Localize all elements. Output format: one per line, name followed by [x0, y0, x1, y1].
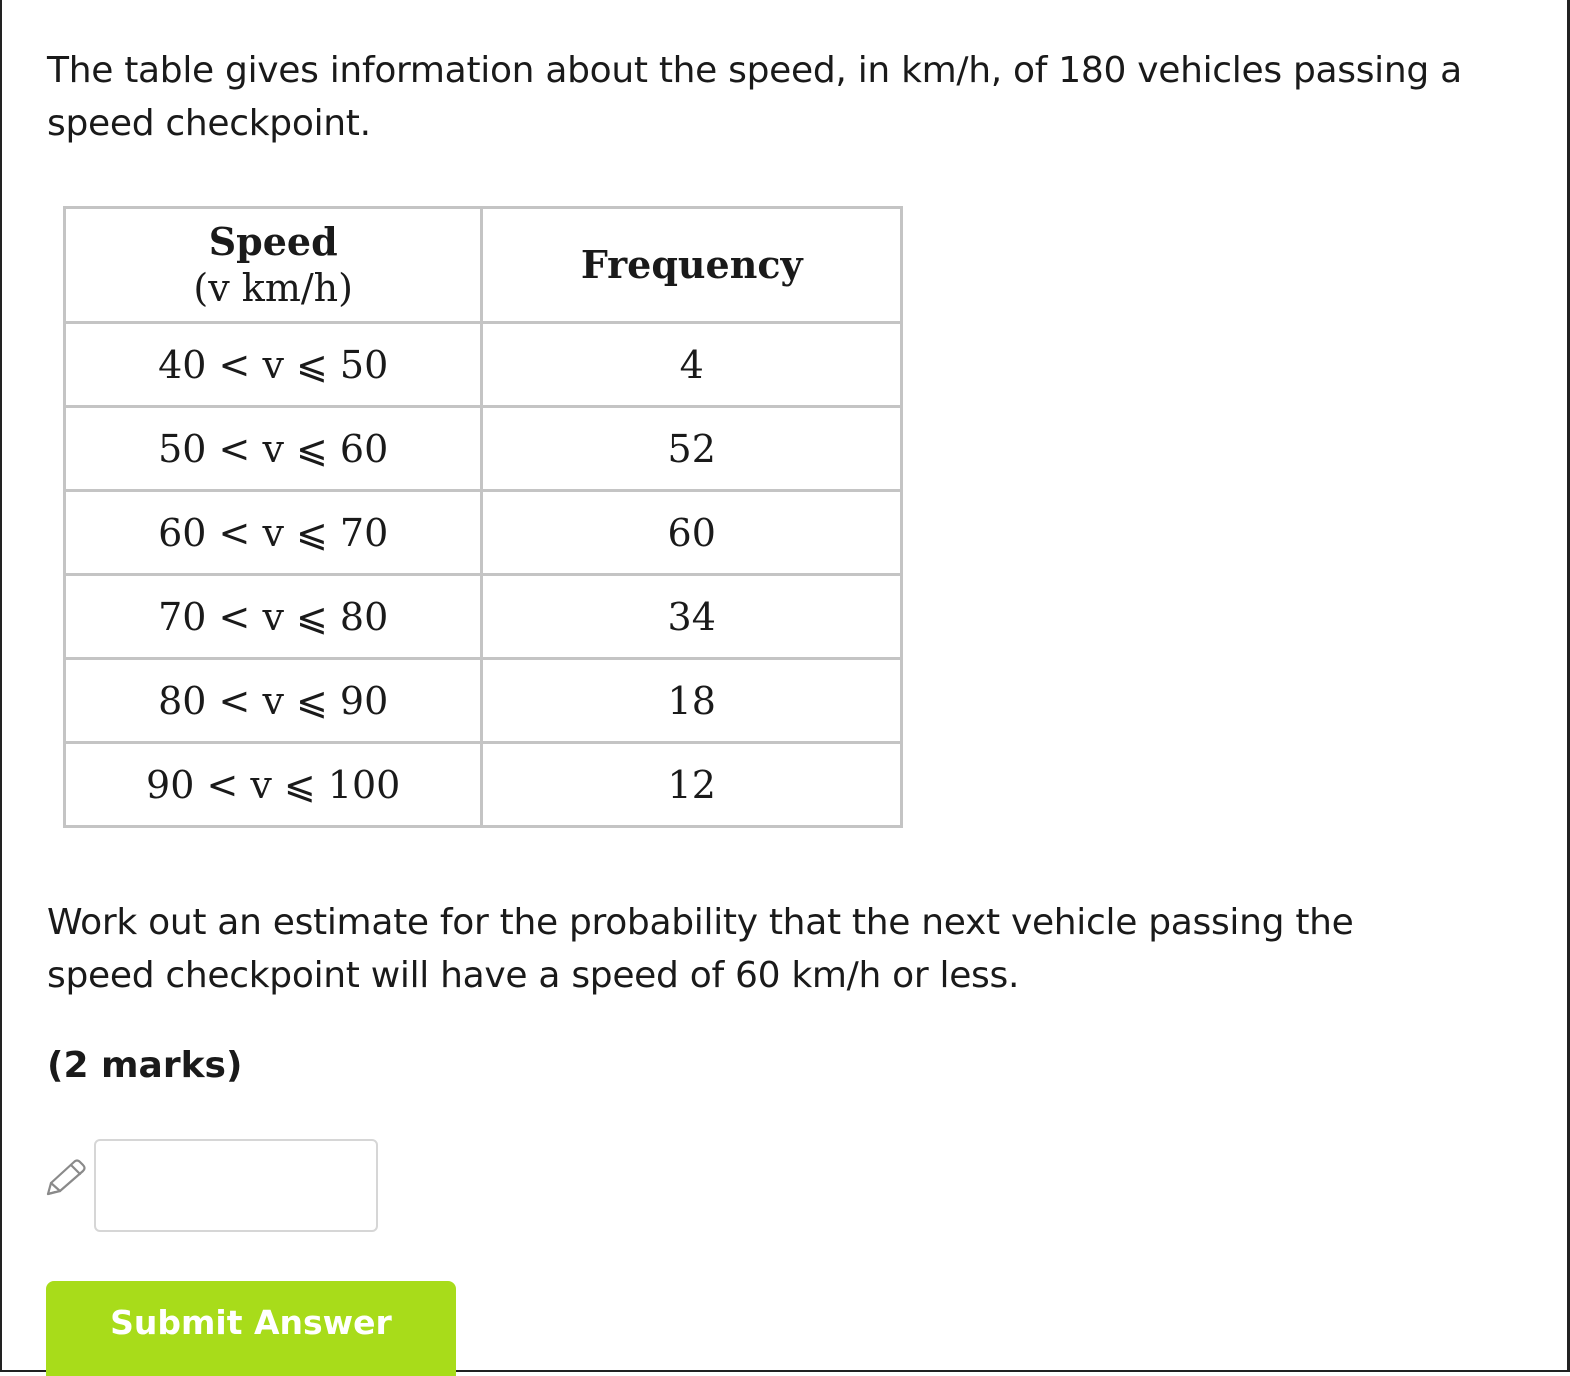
question-task: [47, 896, 1537, 1002]
frequency-cell: 60: [482, 491, 902, 575]
question-intro: [47, 44, 1537, 150]
speed-cell: 40 < v ⩽ 50: [65, 323, 482, 407]
table-row: [65, 575, 902, 659]
table-row: [65, 407, 902, 491]
speed-cell: 80 < v ⩽ 90: [65, 659, 482, 743]
speed-cell: 50 < v ⩽ 60: [65, 407, 482, 491]
marks-label: (2 marks): [47, 1045, 243, 1086]
question-intro-line-2: speed checkpoint.: [47, 103, 371, 144]
frequency-table: [63, 206, 903, 828]
table-row: [65, 659, 902, 743]
table-header-row: [65, 208, 902, 323]
table-row: [65, 743, 902, 827]
question-intro-line-1: The table gives information about the speed, in km/h, of 180 vehicles passing a: [47, 50, 1462, 91]
speed-header-label: Speed: [208, 219, 338, 264]
answer-input[interactable]: [94, 1139, 378, 1232]
frequency-cell: 4: [482, 323, 902, 407]
pencil-icon: [44, 1156, 90, 1198]
speed-cell: 90 < v ⩽ 100: [65, 743, 482, 827]
speed-column-header: [65, 208, 482, 323]
question-task-line-2: speed checkpoint will have a speed of 60 km/h or less.: [47, 955, 1020, 996]
table-row: [65, 491, 902, 575]
frequency-column-header: Frequency: [482, 208, 902, 323]
frequency-cell: 18: [482, 659, 902, 743]
speed-cell: 70 < v ⩽ 80: [65, 575, 482, 659]
question-task-line-1: Work out an estimate for the probability that the next vehicle passing the: [47, 902, 1354, 943]
speed-header-unit: (v km/h): [193, 266, 353, 310]
frequency-cell: 52: [482, 407, 902, 491]
speed-cell: 60 < v ⩽ 70: [65, 491, 482, 575]
table-row: [65, 323, 902, 407]
submit-answer-button[interactable]: Submit Answer: [46, 1281, 456, 1376]
frequency-cell: 12: [482, 743, 902, 827]
frequency-cell: 34: [482, 575, 902, 659]
